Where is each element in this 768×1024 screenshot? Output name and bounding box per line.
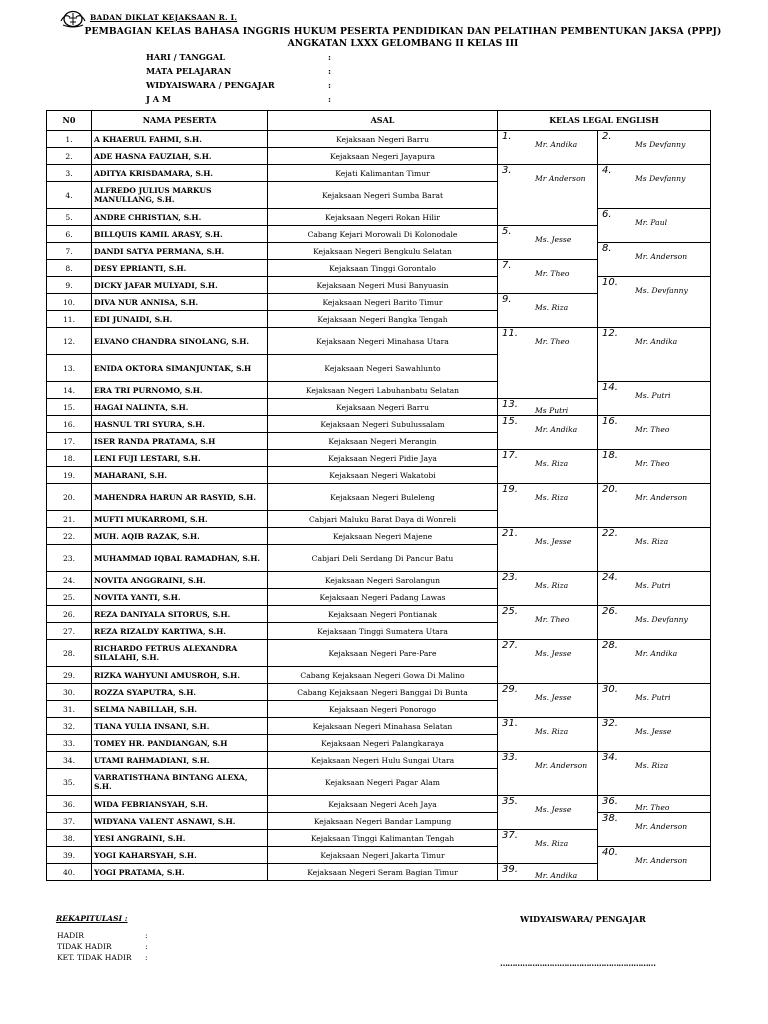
row-number: 28. — [47, 640, 92, 667]
class-cell-left — [498, 328, 598, 399]
class-teacher: Ms. Riza — [635, 761, 669, 770]
agency-name: BADAN DIKLAT KEJAKSAAN R. I. — [90, 13, 238, 22]
table-row — [47, 165, 711, 182]
participant-name: UTAMI RAHMADIANI, S.H. — [92, 752, 268, 769]
class-teacher: Ms. Riza — [535, 459, 569, 468]
row-number: 15. — [47, 399, 92, 416]
class-teacher: Mr. Theo — [535, 269, 570, 278]
row-number: 26. — [47, 606, 92, 623]
table-row — [47, 328, 711, 355]
class-cell-left — [498, 572, 598, 606]
class-cell-left — [498, 399, 598, 416]
class-teacher: Ms Devfanny — [635, 140, 686, 149]
rekap-row-label: HADIR — [57, 931, 84, 940]
class-teacher: Ms. Riza — [535, 493, 569, 502]
participant-name: VARRATISTHANA BINTANG ALEXA, S.H. — [92, 769, 268, 796]
class-cell-right — [598, 416, 711, 450]
class-number: 16. — [602, 416, 618, 427]
table-row — [47, 243, 711, 260]
participant-origin: Kejaksaan Negeri Sarolangun — [268, 572, 498, 589]
row-number: 3. — [47, 165, 92, 182]
class-teacher: Ms. Jesse — [535, 649, 572, 658]
class-cell-left — [498, 416, 598, 450]
class-cell-right — [598, 796, 711, 813]
row-number: 6. — [47, 226, 92, 243]
class-number: 8. — [602, 243, 612, 254]
class-teacher: Ms. Putri — [635, 693, 671, 702]
participant-name: ADE HASNA FAUZIAH, S.H. — [92, 148, 268, 165]
participant-name: DICKY JAFAR MULYADI, S.H. — [92, 277, 268, 294]
class-number: 12. — [602, 328, 618, 339]
class-number: 36. — [602, 796, 618, 807]
class-teacher: Mr Anderson — [535, 174, 586, 183]
table-row — [47, 528, 711, 545]
class-teacher: Ms. Putri — [635, 391, 671, 400]
participant-origin: Kejaksaan Negeri Palangkaraya — [268, 735, 498, 752]
table-row — [47, 813, 711, 830]
row-number: 39. — [47, 847, 92, 864]
class-number: 20. — [602, 484, 618, 495]
participant-origin: Kejaksaan Negeri Pontianak — [268, 606, 498, 623]
row-number: 10. — [47, 294, 92, 311]
row-number: 27. — [47, 623, 92, 640]
participant-name: NOVITA YANTI, S.H. — [92, 589, 268, 606]
row-number: 1. — [47, 131, 92, 148]
participant-name: DESY EPRIANTI, S.H. — [92, 260, 268, 277]
class-teacher: Mr. Anderson — [635, 252, 688, 261]
participant-origin: Kejaksaan Negeri Bandar Lampung — [268, 813, 498, 830]
header-asal: ASAL — [268, 111, 498, 131]
row-number: 22. — [47, 528, 92, 545]
class-teacher: Ms. Jesse — [535, 805, 572, 814]
class-number: 19. — [502, 484, 518, 495]
rekap-row-label: TIDAK HADIR — [57, 942, 112, 951]
class-number: 2. — [602, 131, 612, 142]
participant-name: HASNUL TRI SYURA, S.H. — [92, 416, 268, 433]
class-number: 35. — [502, 796, 518, 807]
participant-origin: Cabjari Deli Serdang Di Pancur Batu — [268, 545, 498, 572]
participant-origin: Kejaksaan Negeri Subulussalam — [268, 416, 498, 433]
class-number: 13. — [502, 399, 518, 410]
participant-name: HAGAI NALINTA, S.H. — [92, 399, 268, 416]
class-cell-right — [598, 752, 711, 796]
participant-name: YOGI PRATAMA, S.H. — [92, 864, 268, 881]
class-teacher: Mr. Anderson — [635, 856, 688, 865]
field-colon: : — [328, 66, 332, 76]
table-row — [47, 640, 711, 667]
participant-origin: Kejaksaan Negeri Musi Banyuasin — [268, 277, 498, 294]
row-number: 34. — [47, 752, 92, 769]
field-hari-tanggal — [146, 52, 332, 62]
class-cell-left — [498, 294, 598, 328]
class-teacher: Mr. Anderson — [635, 822, 688, 831]
class-cell-left — [498, 606, 598, 640]
participant-origin: Kejaksaan Negeri Hulu Sungai Utara — [268, 752, 498, 769]
participant-origin: Kejaksaan Negeri Wakatobi — [268, 467, 498, 484]
class-number: 9. — [502, 294, 512, 305]
participant-origin: Kejaksaan Negeri Minahasa Utara — [268, 328, 498, 355]
row-number: 36. — [47, 796, 92, 813]
participant-origin: Kejaksaan Negeri Barru — [268, 131, 498, 148]
class-cell-left — [498, 131, 598, 165]
class-number: 3. — [502, 165, 512, 176]
participant-name: DANDI SATYA PERMANA, S.H. — [92, 243, 268, 260]
participant-origin: Kejaksaan Negeri Sawahlunto — [268, 355, 498, 382]
row-number: 7. — [47, 243, 92, 260]
class-teacher: Mr. Theo — [535, 337, 570, 346]
document-header — [0, 0, 768, 110]
class-cell-left — [498, 260, 598, 294]
row-number: 14. — [47, 382, 92, 399]
row-number: 24. — [47, 572, 92, 589]
header-kelas: KELAS LEGAL ENGLISH — [498, 111, 711, 131]
row-number: 18. — [47, 450, 92, 467]
participant-origin: Kejaksaan Negeri Jakarta Timur — [268, 847, 498, 864]
participant-table — [46, 110, 711, 881]
participant-name: REZA DANIYALA SITORUS, S.H. — [92, 606, 268, 623]
class-cell-left — [498, 226, 598, 260]
class-cell-right — [598, 277, 711, 328]
class-cell-right — [598, 528, 711, 572]
class-cell-right — [598, 165, 711, 209]
class-cell-left — [498, 450, 598, 484]
participant-origin: Kejaksaan Negeri Minahasa Selatan — [268, 718, 498, 735]
class-number: 1. — [502, 131, 512, 142]
row-number: 23. — [47, 545, 92, 572]
class-cell-right — [598, 718, 711, 752]
field-label: HARI / TANGGAL — [146, 52, 225, 62]
participant-name: YOGI KAHARSYAH, S.H. — [92, 847, 268, 864]
class-number: 31. — [502, 718, 518, 729]
participant-name: A KHAERUL FAHMI, S.H. — [92, 131, 268, 148]
participant-name: NOVITA ANGGRAINI, S.H. — [92, 572, 268, 589]
participant-origin: Kejaksaan Negeri Majene — [268, 528, 498, 545]
field-colon: : — [328, 52, 332, 62]
participant-name: REZA RIZALDY KARTIWA, S.H. — [92, 623, 268, 640]
row-number: 33. — [47, 735, 92, 752]
class-number: 28. — [602, 640, 618, 651]
table-header-row — [47, 111, 711, 131]
participant-name: ROZZA SYAPUTRA, S.H. — [92, 684, 268, 701]
row-number: 20. — [47, 484, 92, 511]
participant-origin: Kejaksaan Negeri Ponorogo — [268, 701, 498, 718]
class-teacher: Ms. Devfanny — [635, 286, 688, 295]
class-cell-right — [598, 328, 711, 382]
document-subtitle: ANGKATAN LXXX GELOMBANG II KELAS III — [287, 38, 519, 49]
field-widyaiswara — [146, 80, 332, 90]
signature-line: ……………………………………………………… — [500, 958, 656, 968]
class-number: 37. — [502, 830, 518, 841]
class-cell-right — [598, 684, 711, 718]
class-number: 15. — [502, 416, 518, 427]
table-row — [47, 277, 711, 294]
class-cell-right — [598, 847, 711, 881]
class-number: 34. — [602, 752, 618, 763]
class-teacher: Ms. Jesse — [535, 693, 572, 702]
row-number: 12. — [47, 328, 92, 355]
row-number: 13. — [47, 355, 92, 382]
class-teacher: Mr. Theo — [535, 615, 570, 624]
class-teacher: Mr. Anderson — [535, 761, 588, 770]
class-cell-right — [598, 209, 711, 243]
class-cell-right — [598, 640, 711, 684]
row-number: 2. — [47, 148, 92, 165]
row-number: 8. — [47, 260, 92, 277]
class-number: 17. — [502, 450, 518, 461]
field-label: MATA PELAJARAN — [146, 66, 232, 76]
participant-name: DIVA NUR ANNISA, S.H. — [92, 294, 268, 311]
class-teacher: Mr. Paul — [635, 218, 668, 227]
class-teacher: Ms. Riza — [535, 727, 569, 736]
row-number: 21. — [47, 511, 92, 528]
rekap-ket-tidak-hadir — [57, 953, 148, 962]
participant-name: MUFTI MUKARROMI, S.H. — [92, 511, 268, 528]
class-cell-left — [498, 752, 598, 796]
class-teacher: Ms. Jesse — [535, 235, 572, 244]
participant-origin: Kejaksaan Negeri Aceh Jaya — [268, 796, 498, 813]
class-number: 21. — [502, 528, 518, 539]
table-row — [47, 752, 711, 769]
class-number: 22. — [602, 528, 618, 539]
rekap-row-colon: : — [145, 942, 148, 951]
class-cell-right — [598, 606, 711, 640]
class-number: 10. — [602, 277, 618, 288]
class-cell-left — [498, 640, 598, 684]
participant-origin: Kejaksaan Negeri Pagar Alam — [268, 769, 498, 796]
class-cell-left — [498, 830, 598, 864]
class-number: 5. — [502, 226, 512, 237]
participant-name: MUHAMMAD IQBAL RAMADHAN, S.H. — [92, 545, 268, 572]
class-number: 25. — [502, 606, 518, 617]
document-title: PEMBAGIAN KELAS BAHASA INGGRIS HUKUM PESERTA PENDIDIKAN DAN PELATIHAN PEMBENTUKAN JAKSA (PPPJ) — [84, 26, 722, 37]
class-cell-left — [498, 684, 598, 718]
participant-name: WIDYANA VALENT ASNAWI, S.H. — [92, 813, 268, 830]
class-teacher: Mr. Andika — [535, 871, 578, 880]
table-row — [47, 209, 711, 226]
table-row — [47, 450, 711, 467]
class-number: 24. — [602, 572, 618, 583]
participant-origin: Kejaksaan Negeri Jayapura — [268, 148, 498, 165]
participant-origin: Kejaksaan Negeri Rokan Hilir — [268, 209, 498, 226]
participant-origin: Kejaksaan Negeri Buleleng — [268, 484, 498, 511]
field-colon: : — [328, 94, 332, 104]
class-cell-left — [498, 796, 598, 830]
class-teacher: Ms Devfanny — [635, 174, 686, 183]
participant-origin: Kejaksaan Negeri Bangka Tengah — [268, 311, 498, 328]
class-teacher: Mr. Theo — [635, 425, 670, 434]
field-jam — [146, 94, 332, 104]
field-mata-pelajaran — [146, 66, 332, 76]
class-number: 26. — [602, 606, 618, 617]
participant-name: ADITYA KRISDAMARA, S.H. — [92, 165, 268, 182]
table-row — [47, 718, 711, 735]
class-number: 18. — [602, 450, 618, 461]
participant-origin: Kejaksaan Negeri Merangin — [268, 433, 498, 450]
row-number: 37. — [47, 813, 92, 830]
class-teacher: Ms. Jesse — [635, 727, 672, 736]
row-number: 38. — [47, 830, 92, 847]
class-teacher: Mr. Andika — [635, 649, 678, 658]
class-cell-right — [598, 484, 711, 528]
class-cell-left — [498, 528, 598, 572]
table-row — [47, 684, 711, 701]
participant-name: ENIDA OKTORA SIMANJUNTAK, S.H — [92, 355, 268, 382]
row-number: 25. — [47, 589, 92, 606]
class-number: 30. — [602, 684, 618, 695]
participant-origin: Kejaksaan Negeri Barru — [268, 399, 498, 416]
participant-origin: Kejaksaan Tinggi Sumatera Utara — [268, 623, 498, 640]
class-number: 38. — [602, 813, 618, 824]
class-number: 7. — [502, 260, 512, 271]
participant-name: MUH. AQIB RAZAK, S.H. — [92, 528, 268, 545]
header-no: N0 — [47, 111, 92, 131]
class-cell-right — [598, 813, 711, 847]
class-teacher: Ms. Riza — [535, 303, 569, 312]
participant-origin: Kejaksaan Negeri Pidie Jaya — [268, 450, 498, 467]
class-number: 39. — [502, 864, 518, 875]
class-teacher: Ms. Devfanny — [635, 615, 688, 624]
class-teacher: Ms. Riza — [635, 537, 669, 546]
participant-name: SELMA NABILLAH, S.H. — [92, 701, 268, 718]
participant-name: MAHARANI, S.H. — [92, 467, 268, 484]
class-cell-right — [598, 572, 711, 606]
participant-name: BILLQUIS KAMIL ARASY, S.H. — [92, 226, 268, 243]
row-number: 19. — [47, 467, 92, 484]
rekapitulasi-label: REKAPITULASI : — [56, 914, 128, 923]
class-cell-right — [598, 243, 711, 277]
row-number: 32. — [47, 718, 92, 735]
participant-name: ANDRE CHRISTIAN, S.H. — [92, 209, 268, 226]
row-number: 29. — [47, 667, 92, 684]
participant-origin: Kejaksaan Tinggi Gorontalo — [268, 260, 498, 277]
class-teacher: Mr. Anderson — [635, 493, 688, 502]
row-number: 30. — [47, 684, 92, 701]
class-teacher: Mr. Andika — [535, 425, 578, 434]
class-cell-left — [498, 718, 598, 752]
row-number: 5. — [47, 209, 92, 226]
participant-name: EDI JUNAIDI, S.H. — [92, 311, 268, 328]
participant-name: MAHENDRA HARUN AR RASYID, S.H. — [92, 484, 268, 511]
participant-origin: Kejaksaan Negeri Sumba Barat — [268, 182, 498, 209]
class-teacher: Ms. Riza — [535, 581, 569, 590]
class-cell-left — [498, 484, 598, 528]
participant-origin: Kejaksaan Negeri Pare-Pare — [268, 640, 498, 667]
row-number: 31. — [47, 701, 92, 718]
participant-name: ELVANO CHANDRA SINOLANG, S.H. — [92, 328, 268, 355]
table-row — [47, 131, 711, 148]
class-teacher: Mr. Andika — [535, 140, 578, 149]
widyaiswara-signature-label: WIDYAISWARA/ PENGAJAR — [520, 914, 646, 924]
class-teacher: Ms Putri — [535, 406, 569, 415]
row-number: 40. — [47, 864, 92, 881]
table-row — [47, 606, 711, 623]
participant-name: TIANA YULIA INSANI, S.H. — [92, 718, 268, 735]
participant-origin: Cabang Kejari Morowali Di Kolonodale — [268, 226, 498, 243]
class-number: 29. — [502, 684, 518, 695]
participant-origin: Cabang Kejaksaan Negeri Banggai Di Bunta — [268, 684, 498, 701]
participant-name: ISER RANDA PRATAMA, S.H — [92, 433, 268, 450]
row-number: 11. — [47, 311, 92, 328]
field-colon: : — [328, 80, 332, 90]
participant-name: WIDA FEBRIANSYAH, S.H. — [92, 796, 268, 813]
rekap-row-colon: : — [145, 931, 148, 940]
row-number: 16. — [47, 416, 92, 433]
participant-origin: Cabjari Maluku Barat Daya di Wonreli — [268, 511, 498, 528]
class-teacher: Ms. Jesse — [535, 537, 572, 546]
class-number: 40. — [602, 847, 618, 858]
class-cell-left — [498, 165, 598, 226]
table-row — [47, 796, 711, 813]
class-number: 32. — [602, 718, 618, 729]
table-row — [47, 382, 711, 399]
class-teacher: Ms. Riza — [535, 839, 569, 848]
participant-name: ERA TRI PURNOMO, S.H. — [92, 382, 268, 399]
row-number: 35. — [47, 769, 92, 796]
participant-name: RICHARDO FETRUS ALEXANDRA SILALAHI, S.H. — [92, 640, 268, 667]
participant-origin: Kejaksaan Negeri Padang Lawas — [268, 589, 498, 606]
row-number: 4. — [47, 182, 92, 209]
field-label: WIDYAISWARA / PENGAJAR — [146, 80, 275, 90]
row-number: 9. — [47, 277, 92, 294]
participant-origin: Kejaksaan Negeri Barito Timur — [268, 294, 498, 311]
participant-origin: Kejaksaan Negeri Seram Bagian Timur — [268, 864, 498, 881]
class-cell-right — [598, 131, 711, 165]
field-label: J A M — [146, 94, 171, 104]
class-teacher: Ms. Putri — [635, 581, 671, 590]
class-number: 6. — [602, 209, 612, 220]
class-cell-right — [598, 450, 711, 484]
row-number: 17. — [47, 433, 92, 450]
class-cell-right — [598, 382, 711, 416]
table-row — [47, 847, 711, 864]
participant-origin: Kejaksaan Negeri Labuhanbatu Selatan — [268, 382, 498, 399]
participant-origin: Cabang Kejaksaan Negeri Gowa Di Malino — [268, 667, 498, 684]
class-number: 11. — [502, 328, 518, 339]
rekap-row-label: KET. TIDAK HADIR — [57, 953, 132, 962]
participant-origin: Kejaksaan Tinggi Kalimantan Tengah — [268, 830, 498, 847]
rekap-tidak-hadir — [57, 942, 148, 951]
header-nama: NAMA PESERTA — [92, 111, 268, 131]
table-row — [47, 572, 711, 589]
participant-name: TOMEY HR. PANDIANGAN, S.H — [92, 735, 268, 752]
class-number: 33. — [502, 752, 518, 763]
participant-name: LENI FUJI LESTARI, S.H. — [92, 450, 268, 467]
table-row — [47, 416, 711, 433]
class-number: 4. — [602, 165, 612, 176]
class-teacher: Mr. Andika — [635, 337, 678, 346]
class-number: 27. — [502, 640, 518, 651]
participant-name: YESI ANGRAINI, S.H. — [92, 830, 268, 847]
class-teacher: Mr. Theo — [635, 459, 670, 468]
class-teacher: Mr. Theo — [635, 803, 670, 812]
table-row — [47, 484, 711, 511]
class-number: 23. — [502, 572, 518, 583]
participant-origin: Kejaksaan Negeri Bengkulu Selatan — [268, 243, 498, 260]
rekap-hadir — [57, 931, 148, 940]
class-cell-left — [498, 864, 598, 881]
rekap-row-colon: : — [145, 953, 148, 962]
participant-origin: Kejati Kalimantan Timur — [268, 165, 498, 182]
participant-name: ALFREDO JULIUS MARKUS MANULLANG, S.H. — [92, 182, 268, 209]
participant-name: RIZKA WAHYUNI AMUSROH, S.H. — [92, 667, 268, 684]
class-number: 14. — [602, 382, 618, 393]
